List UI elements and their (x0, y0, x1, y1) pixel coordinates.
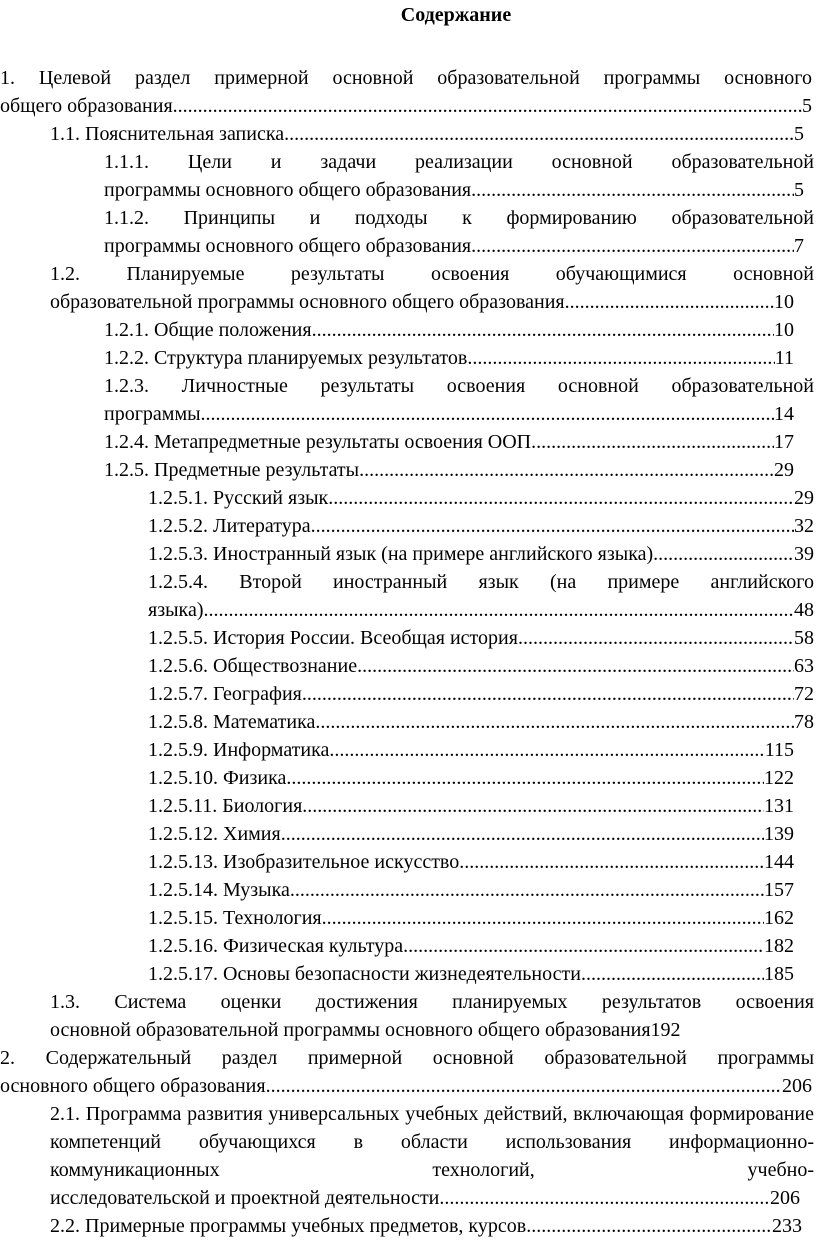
toc-page-number: 39 (794, 543, 814, 565)
toc-entry-last-line: программы основного общего образования (104, 235, 472, 257)
toc-page-number: 14 (774, 403, 794, 425)
toc-entry-last-line: 1.2.5.3. Иностранный язык (на примере английского языка) (148, 543, 654, 565)
toc-entry-last-line: 1.2.5.12. Химия (148, 823, 281, 845)
toc-entry-section-1-2-5-9[interactable] (148, 736, 794, 764)
toc-entry-text: 1.2.3. Личностные результаты освоения основной образовательной (104, 375, 814, 397)
toc-page-number: 192 (650, 1019, 681, 1041)
toc-entry-text: 1.1.2. Принципы и подходы к формированию образовательной (104, 207, 814, 229)
toc-dot-leader (312, 316, 774, 344)
table-of-contents (0, 64, 816, 1240)
toc-dot-leader (281, 820, 764, 848)
toc-dot-leader (357, 652, 794, 680)
toc-page-number: 78 (794, 711, 814, 733)
toc-page-number: 29 (774, 459, 794, 481)
toc-dot-leader (286, 764, 764, 792)
toc-dot-leader (290, 876, 764, 904)
toc-page-number: 11 (774, 347, 794, 369)
toc-entry-last-line: 1.2.5.10. Физика (148, 767, 287, 789)
toc-page-number: 58 (794, 627, 814, 649)
toc-entry-section-1-2-5-4[interactable] (148, 568, 814, 624)
toc-dot-leader (439, 1184, 770, 1212)
toc-dot-leader (359, 456, 774, 484)
toc-entry-text: 1.2.5.4. Второй иностранный язык (на примере английского (148, 571, 814, 593)
toc-dot-leader (329, 736, 764, 764)
toc-entry-last-line: основного общего образования (0, 1075, 266, 1097)
toc-entry-last-line: 1.2.5.7. География (148, 683, 302, 705)
toc-entry-section-1-2-5-3[interactable] (148, 540, 814, 568)
toc-page-number: 122 (764, 767, 794, 789)
toc-page-number: 32 (794, 515, 814, 537)
toc-page-number: 206 (782, 1075, 812, 1097)
toc-entry-section-1-2-3[interactable] (104, 372, 814, 428)
toc-entry-section-1-2-5-1[interactable] (148, 484, 814, 512)
toc-page-number: 10 (774, 291, 794, 313)
toc-entry-last-line: 1.2.5.15. Технология (148, 907, 322, 929)
toc-dot-leader (302, 792, 764, 820)
toc-page-number: 115 (764, 739, 794, 761)
toc-dot-leader (173, 92, 802, 120)
toc-entry-text: 1.1.1. Цели и задачи реализации основной образовательной (104, 151, 814, 173)
toc-entry-last-line: программы основного общего образования (104, 179, 472, 201)
toc-dot-leader (204, 596, 795, 624)
toc-page-number: 144 (764, 851, 794, 873)
toc-dot-leader (581, 960, 764, 988)
toc-entry-section-1-1[interactable] (50, 120, 804, 148)
toc-dot-leader (284, 120, 794, 148)
toc-entry-section-1-2-1[interactable] (104, 316, 794, 344)
toc-entry-last-line: 1.2.5.1. Русский язык (148, 487, 329, 509)
toc-entry-section-1-2-5-2[interactable] (148, 512, 814, 540)
toc-dot-leader (518, 624, 794, 652)
toc-page-number: 233 (772, 1215, 802, 1237)
toc-entry-section-1-2-5-6[interactable] (148, 652, 814, 680)
toc-dot-leader (328, 484, 794, 512)
toc-page-number: 72 (794, 683, 814, 705)
toc-page-number: 185 (764, 963, 794, 985)
toc-entry-last-line: 1.2.5.14. Музыка (148, 879, 290, 901)
toc-entry-last-line: основной образовательной программы основного общего образования (50, 1019, 651, 1041)
toc-dot-leader (201, 400, 774, 428)
toc-entry-last-line: программы (104, 403, 201, 425)
toc-page-number: 162 (764, 907, 794, 929)
toc-entry-last-line: 1.2.5.6. Обществознание (148, 655, 358, 677)
toc-page-number: 5 (794, 123, 804, 145)
toc-dot-leader (565, 288, 774, 316)
toc-entry-text: 1.3. Система оценки достижения планируемых результатов освоения (50, 991, 814, 1013)
toc-entry-section-1-2-5-10[interactable] (148, 764, 794, 792)
toc-entry-last-line: 2.2. Примерные программы учебных предметов, курсов (50, 1215, 527, 1237)
toc-entry-last-line: 1.1. Пояснительная записка (50, 123, 285, 145)
toc-entry-section-1-2-5-12[interactable] (148, 820, 794, 848)
toc-dot-leader (322, 904, 764, 932)
toc-entry-section-2-1[interactable] (50, 1100, 814, 1212)
toc-entry-last-line: общего образования (0, 95, 173, 117)
toc-dot-leader (459, 848, 764, 876)
toc-page-number: 63 (794, 655, 814, 677)
toc-entry-section-1-2-5-17[interactable] (148, 960, 794, 988)
toc-entry-last-line: 1.2.1. Общие положения (104, 319, 312, 341)
toc-page-number: 131 (764, 795, 794, 817)
toc-entry-last-line: 1.2.5.8. Математика (148, 711, 316, 733)
document-title: Содержание (400, 4, 512, 26)
toc-entry-section-1-2[interactable] (50, 260, 814, 316)
toc-entry-last-line: языка) (148, 599, 204, 621)
toc-dot-leader (315, 708, 794, 736)
toc-page-number: 5 (802, 95, 812, 117)
toc-entry-section-1-2-5-7[interactable] (148, 680, 814, 708)
toc-entry-last-line: 1.2.5.11. Биология (148, 795, 303, 817)
toc-dot-leader (403, 932, 764, 960)
toc-entry-section-1-2-5-8[interactable] (148, 708, 814, 736)
toc-entry-text: 2.1. Программа развития универсальных учебных действий, включающая формирование компетенций обучающихся в области использования информационно-коммуникационных технологий, учебно- (50, 1103, 814, 1181)
toc-dot-leader (471, 176, 794, 204)
toc-entry-text: 2. Содержательный раздел примерной основной образовательной программы (0, 1047, 814, 1069)
toc-entry-section-1-3[interactable] (50, 988, 814, 1044)
toc-entry-last-line: 1.2.5.17. Основы безопасности жизнедеятельности (148, 963, 581, 985)
toc-page-number: 29 (794, 487, 814, 509)
toc-page-number: 206 (770, 1187, 800, 1209)
toc-entry-section-1-2-5-11[interactable] (148, 792, 794, 820)
toc-page-number: 157 (764, 879, 794, 901)
toc-page-number: 10 (774, 319, 794, 341)
toc-entry-last-line: 1.2.5.9. Информатика (148, 739, 330, 761)
toc-entry-section-1-2-5-16[interactable] (148, 932, 794, 960)
toc-page-number: 48 (794, 599, 814, 621)
toc-dot-leader (311, 512, 794, 540)
toc-entry-last-line: 1.2.4. Метапредметные результаты освоения ООП (104, 431, 532, 453)
toc-dot-leader (302, 680, 794, 708)
toc-dot-leader (653, 540, 794, 568)
toc-entry-last-line: 1.2.5.13. Изобразительное искусство (148, 851, 460, 873)
toc-entry-section-1-2-2[interactable] (104, 344, 794, 372)
toc-page-number: 17 (774, 431, 794, 453)
toc-entry-section-1[interactable] (0, 64, 812, 120)
toc-dot-leader (531, 428, 774, 456)
toc-entry-section-2[interactable] (0, 1044, 814, 1100)
toc-entry-text: 1. Целевой раздел примерной основной образовательной программы основного (0, 67, 812, 89)
toc-page-number: 7 (794, 235, 804, 257)
toc-dot-leader (467, 344, 774, 372)
toc-dot-leader (471, 232, 794, 260)
toc-page-number: 139 (764, 823, 794, 845)
toc-entry-last-line: 1.2.2. Структура планируемых результатов (104, 347, 468, 369)
toc-entry-section-1-1-1[interactable] (104, 148, 814, 204)
toc-entry-section-1-2-5-14[interactable] (148, 876, 794, 904)
toc-entry-text: 1.2. Планируемые результаты освоения обучающимися основной (50, 263, 814, 285)
toc-dot-leader (266, 1072, 782, 1100)
toc-page-number: 5 (794, 179, 804, 201)
toc-entry-section-2-2[interactable] (50, 1212, 802, 1240)
toc-entry-section-1-2-5-15[interactable] (148, 904, 794, 932)
toc-page-number: 182 (764, 935, 794, 957)
toc-entry-last-line: исследовательской и проектной деятельности (50, 1187, 440, 1209)
toc-entry-section-1-2-5[interactable] (104, 456, 794, 484)
toc-entry-last-line: 1.2.5.2. Литература (148, 515, 311, 537)
toc-entry-section-1-1-2[interactable] (104, 204, 814, 260)
toc-entry-section-1-2-5-13[interactable] (148, 848, 794, 876)
toc-entry-last-line: 1.2.5.16. Физическая культура (148, 935, 404, 957)
toc-entry-last-line: 1.2.5. Предметные результаты (104, 459, 360, 481)
toc-dot-leader (526, 1212, 772, 1240)
toc-entry-last-line: образовательной программы основного общего образования (50, 291, 565, 313)
toc-entry-section-1-2-4[interactable] (104, 428, 794, 456)
toc-entry-section-1-2-5-5[interactable] (148, 624, 814, 652)
toc-entry-last-line: 1.2.5.5. История России. Всеобщая история (148, 627, 518, 649)
